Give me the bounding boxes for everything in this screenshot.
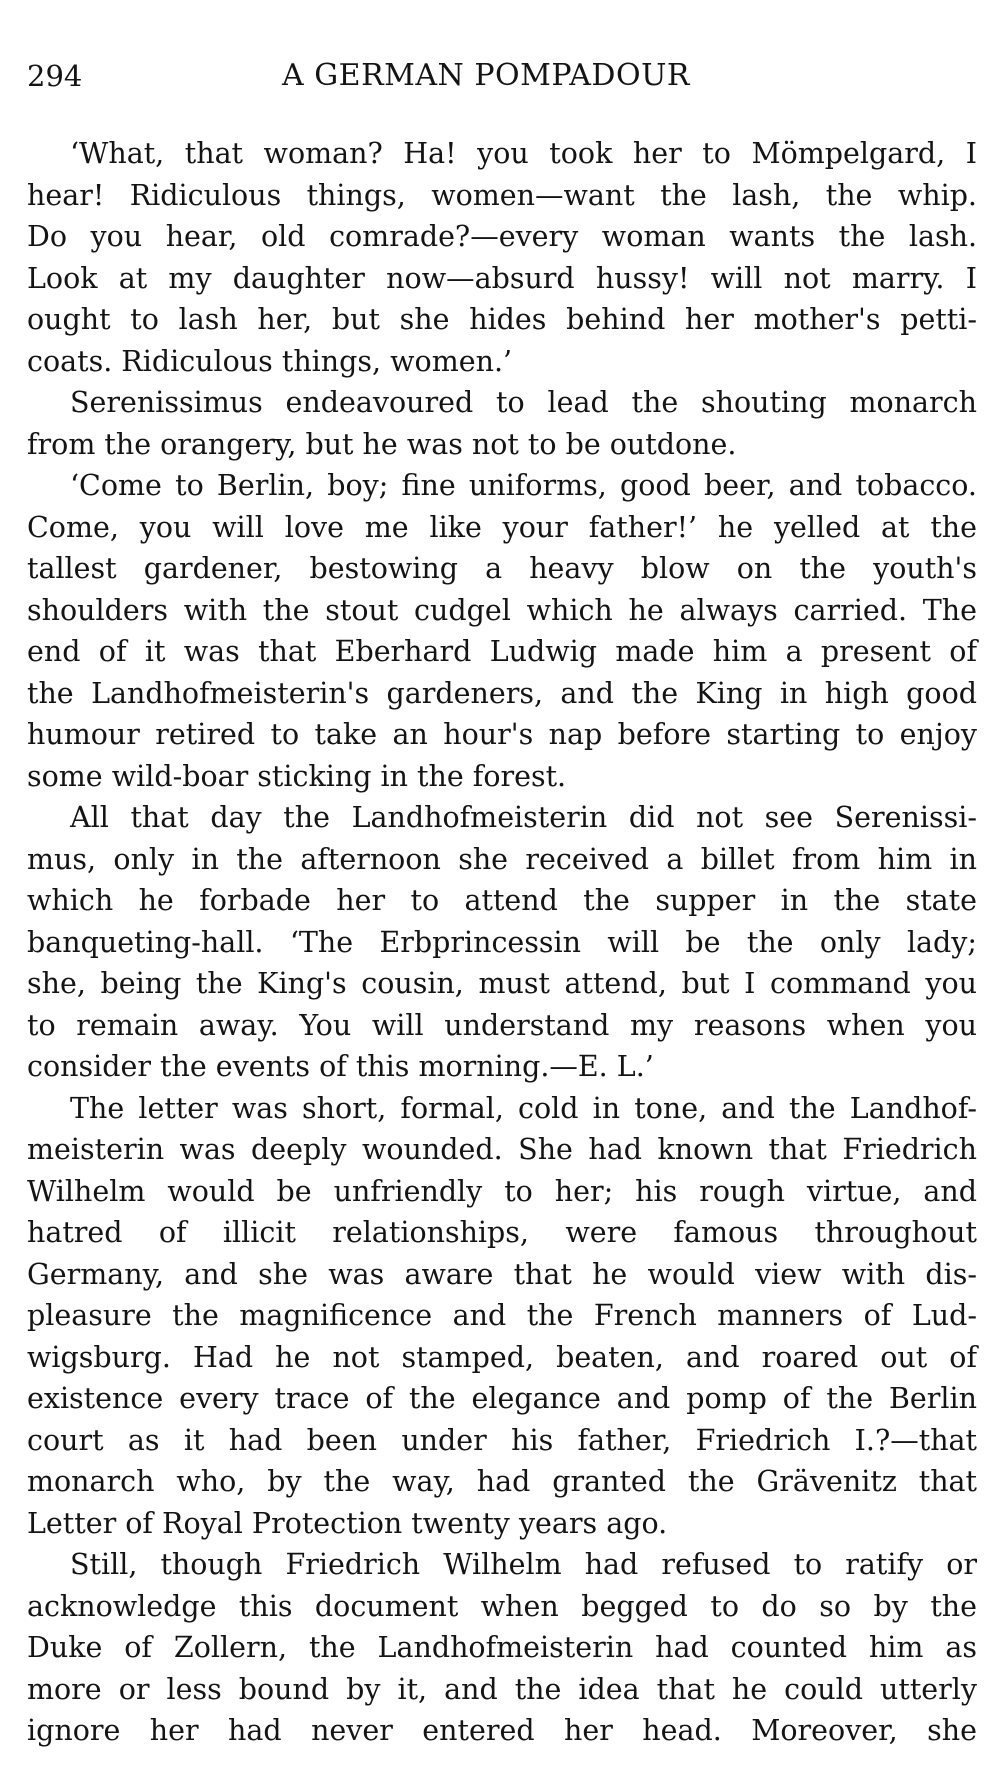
- text-line: tallest gardener, bestowing a heavy blow on the youth's: [27, 552, 977, 585]
- text-line: monarch who, by the way, had granted the Grävenitz that: [27, 1465, 977, 1498]
- text-line: meisterin was deeply wounded. She had known that Friedrich: [27, 1133, 977, 1166]
- running-title: A GERMAN POMPADOUR: [282, 58, 690, 93]
- text-line: All that day the Landhofmeisterin did not see Serenissi-: [70, 801, 977, 834]
- text-line: she, being the King's cousin, must attend, but I command you: [27, 967, 977, 1000]
- text-line: wigsburg. Had he not stamped, beaten, and roared out of: [27, 1340, 977, 1374]
- text-line: Letter of Royal Protection twenty years ago.: [27, 1506, 668, 1540]
- text-line: humour retired to take an hour's nap before starting to enjoy: [27, 718, 977, 751]
- text-line: The letter was short, formal, cold in tone, and the Landhof-: [70, 1091, 977, 1125]
- text-line: more or less bound by it, and the idea that he could utterly: [27, 1672, 977, 1706]
- text-line: end of it was that Eberhard Ludwig made him a present of: [27, 635, 977, 668]
- text-line: Do you hear, old comrade?—every woman wants the lash.: [27, 220, 977, 253]
- text-line: coats. Ridiculous things, women.’: [27, 344, 513, 378]
- text-line: mus, only in the afternoon she received a billet from him in: [27, 842, 977, 876]
- text-line: to remain away. You will understand my reasons when you: [27, 1008, 977, 1042]
- text-line: Wilhelm would be unfriendly to her; his rough virtue, and: [27, 1174, 977, 1208]
- text-line: from the orangery, but he was not to be outdone.: [27, 427, 737, 461]
- text-line: hatred of illicit relationships, were famous throughout: [27, 1216, 977, 1249]
- text-line: which he forbade her to attend the supper in the state: [27, 884, 977, 917]
- text-line: Germany, and she was aware that he would view with dis-: [27, 1257, 977, 1291]
- text-line: shoulders with the stout cudgel which he always carried. The: [27, 593, 977, 627]
- text-line: ‘What, that woman? Ha! you took her to Mömpelgard, I: [70, 137, 977, 170]
- text-line: ‘Come to Berlin, boy; fine uniforms, good beer, and tobacco.: [70, 469, 977, 502]
- text-line: some wild-boar sticking in the forest.: [27, 759, 567, 793]
- text-line: ought to lash her, but she hides behind her mother's petti-: [27, 303, 977, 336]
- text-line: acknowledge this document when begged to do so by the: [27, 1589, 977, 1623]
- text-line: ignore her had never entered her head. Moreover, she: [27, 1714, 977, 1747]
- text-line: Serenissimus endeavoured to lead the shouting monarch: [70, 386, 977, 419]
- text-line: Come, you will love me like your father!’ he yelled at the: [27, 510, 977, 544]
- text-line: consider the events of this morning.—E. L.’: [27, 1050, 654, 1083]
- page-header: [27, 56, 977, 96]
- text-line: banqueting-hall. ‘The Erbprincessin will be the only lady;: [27, 925, 977, 959]
- text-line: court as it had been under his father, Friedrich I.?—that: [27, 1423, 977, 1457]
- text-line: existence every trace of the elegance and pomp of the Berlin: [27, 1382, 977, 1415]
- text-line: Duke of Zollern, the Landhofmeisterin had counted him as: [27, 1631, 977, 1664]
- text-line: pleasure the magnificence and the French manners of Lud-: [27, 1299, 977, 1332]
- body-text: [27, 133, 977, 1752]
- text-line: the Landhofmeisterin's gardeners, and the King in high good: [27, 676, 977, 710]
- text-line: Look at my daughter now—absurd hussy! will not marry. I: [27, 261, 977, 295]
- text-line: Still, though Friedrich Wilhelm had refused to ratify or: [70, 1548, 977, 1581]
- text-line: hear! Ridiculous things, women—want the lash, the whip.: [27, 178, 977, 212]
- page-number: 294: [27, 59, 83, 93]
